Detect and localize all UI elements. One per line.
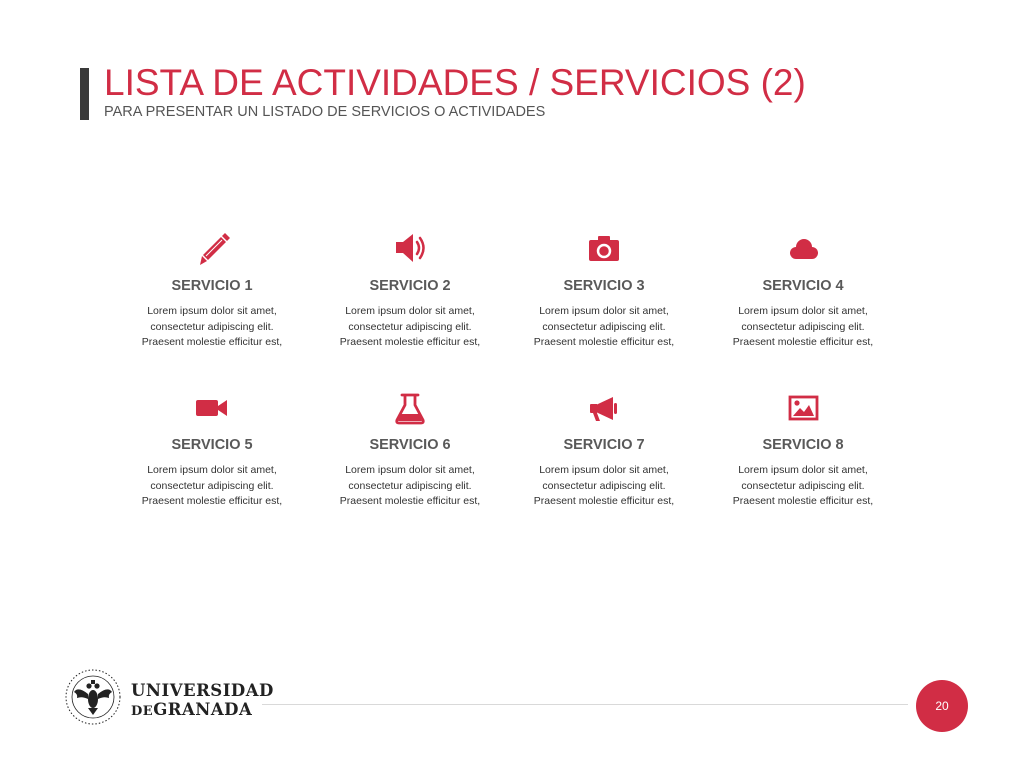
service-name: SERVICIO 6	[369, 437, 451, 453]
service-description: Lorem ipsum dolor sit amet, consectetur adipiscing elit. Praesent molestie efficitur est,	[533, 464, 675, 507]
speaker-icon	[390, 228, 430, 268]
title-accent-bar	[80, 68, 89, 120]
service-name: SERVICIO 4	[762, 278, 844, 294]
service-name: SERVICIO 8	[762, 437, 844, 453]
image-icon	[783, 387, 823, 427]
service-description: Lorem ipsum dolor sit amet, consectetur adipiscing elit. Praesent molestie efficitur est,	[339, 464, 481, 507]
service-card	[112, 387, 312, 510]
university-logo-text: UNIVERSIDAD DEGRANADA	[131, 681, 274, 719]
service-description: Lorem ipsum dolor sit amet, consectetur adipiscing elit. Praesent molestie efficitur est,	[339, 305, 481, 348]
page-subtitle: PARA PRESENTAR UN LISTADO DE SERVICIOS O ACTIVIDADES	[104, 104, 546, 120]
camera-icon	[584, 228, 624, 268]
cloud-icon	[783, 228, 823, 268]
service-description: Lorem ipsum dolor sit amet, consectetur adipiscing elit. Praesent molestie efficitur est,	[141, 305, 283, 348]
service-description: Lorem ipsum dolor sit amet, consectetur adipiscing elit. Praesent molestie efficitur est,	[533, 305, 675, 348]
service-card	[703, 228, 903, 351]
service-description: Lorem ipsum dolor sit amet, consectetur adipiscing elit. Praesent molestie efficitur est,	[141, 464, 283, 507]
service-name: SERVICIO 3	[563, 278, 645, 294]
service-description: Lorem ipsum dolor sit amet, consectetur adipiscing elit. Praesent molestie efficitur est,	[732, 464, 874, 507]
service-name: SERVICIO 7	[563, 437, 645, 453]
service-name: SERVICIO 2	[369, 278, 451, 294]
page-title: LISTA DE ACTIVIDADES / SERVICIOS (2)	[104, 62, 806, 103]
service-name: SERVICIO 1	[171, 278, 253, 294]
service-card	[703, 387, 903, 510]
footer-divider	[262, 704, 908, 705]
university-seal-icon	[64, 668, 122, 726]
service-description: Lorem ipsum dolor sit amet, consectetur adipiscing elit. Praesent molestie efficitur est,	[732, 305, 874, 348]
service-card	[504, 387, 704, 510]
megaphone-icon	[584, 387, 624, 427]
service-card	[310, 387, 510, 510]
flask-icon	[390, 387, 430, 427]
service-name: SERVICIO 5	[171, 437, 253, 453]
service-card	[310, 228, 510, 351]
video-camera-icon	[192, 387, 232, 427]
service-card	[112, 228, 312, 351]
page-number-badge: 20	[916, 680, 968, 732]
pencil-icon	[192, 228, 232, 268]
service-card	[504, 228, 704, 351]
